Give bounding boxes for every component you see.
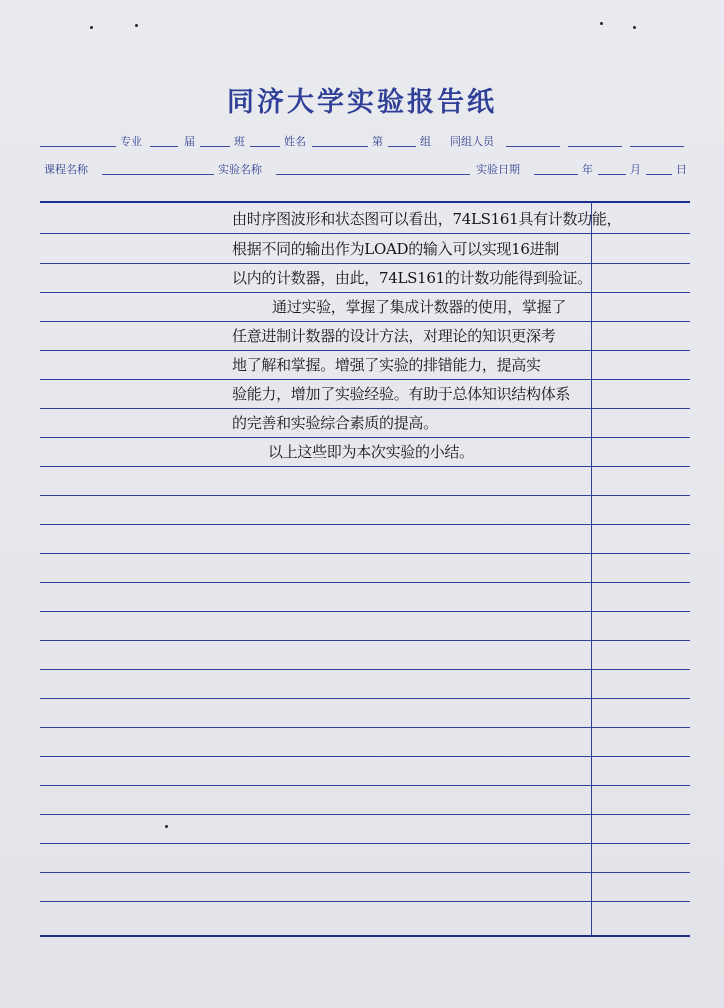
- name-prefix-line: [250, 146, 280, 147]
- rule: [40, 669, 690, 670]
- rule: [40, 727, 690, 728]
- group-no-prefix: 第: [372, 135, 383, 148]
- rule: [40, 756, 690, 757]
- text-line-6: 地了解和掌握。增强了实验的排错能力，提高实: [232, 356, 541, 374]
- day-unit: 日: [676, 163, 687, 176]
- text-line-5: 任意进制计数器的设计方法，对理论的知识更深考: [232, 327, 556, 345]
- rule: [40, 466, 690, 467]
- text-line-3: 以内的计数器，由此，74LS161的计数功能得到验证。: [232, 269, 592, 287]
- page-title: 同济大学实验报告纸: [227, 87, 497, 118]
- rule: [40, 698, 690, 699]
- rule: [40, 843, 690, 844]
- rule: [40, 785, 690, 786]
- date-label: 实验日期: [476, 163, 520, 176]
- name-label: 姓名: [284, 135, 306, 148]
- scan-speck: [135, 24, 138, 27]
- partner-field-3: [630, 146, 684, 147]
- text-line-2: 根据不同的输出作为LOAD的输入可以实现16进制: [232, 240, 560, 258]
- partner-field-2: [568, 146, 622, 147]
- rule: [40, 611, 690, 612]
- experiment-label: 实验名称: [218, 163, 262, 176]
- month-unit: 月: [630, 163, 641, 176]
- rule-top: [40, 201, 690, 203]
- year-label: 届: [184, 135, 195, 148]
- major-field-line: [40, 146, 116, 147]
- year-unit: 年: [582, 163, 593, 176]
- scan-speck: [90, 26, 93, 29]
- text-line-9: 以上这些即为本次实验的小结。: [268, 443, 474, 461]
- rule: [40, 640, 690, 641]
- scan-speck: [165, 825, 168, 828]
- date-year-line: [534, 174, 578, 175]
- rule: [40, 582, 690, 583]
- rule: [40, 814, 690, 815]
- text-line-7: 验能力，增加了实验经验。有助于总体知识结构体系: [232, 385, 571, 403]
- rule: [40, 524, 690, 525]
- text-line-4: 通过实验，掌握了集成计数器的使用，掌握了: [272, 298, 567, 316]
- class-label: 班: [234, 135, 245, 148]
- date-day-line: [646, 174, 672, 175]
- partner-field-1: [506, 146, 560, 147]
- class-field-line: [200, 146, 230, 147]
- rule-bottom: [40, 935, 690, 937]
- rule: [40, 872, 690, 873]
- rule: [40, 495, 690, 496]
- rule: [40, 553, 690, 554]
- rule: [40, 233, 690, 234]
- margin-line: [591, 201, 592, 935]
- rule: [40, 901, 690, 902]
- year-field-line: [150, 146, 178, 147]
- partners-label: 同组人员: [450, 135, 494, 148]
- group-no-field-line: [388, 146, 416, 147]
- course-field-line: [102, 174, 214, 175]
- text-line-1: 由时序图波形和状态图可以看出，74LS161具有计数功能，: [232, 210, 622, 228]
- text-line-8: 的完善和实验综合素质的提高。: [232, 414, 438, 432]
- scan-speck: [600, 22, 603, 25]
- experiment-field-line: [276, 174, 470, 175]
- date-month-line: [598, 174, 626, 175]
- course-label: 课程名称: [44, 163, 88, 176]
- scan-speck: [633, 26, 636, 29]
- major-label: 专业: [120, 135, 142, 148]
- name-field-line: [312, 146, 368, 147]
- group-label: 组: [420, 135, 431, 148]
